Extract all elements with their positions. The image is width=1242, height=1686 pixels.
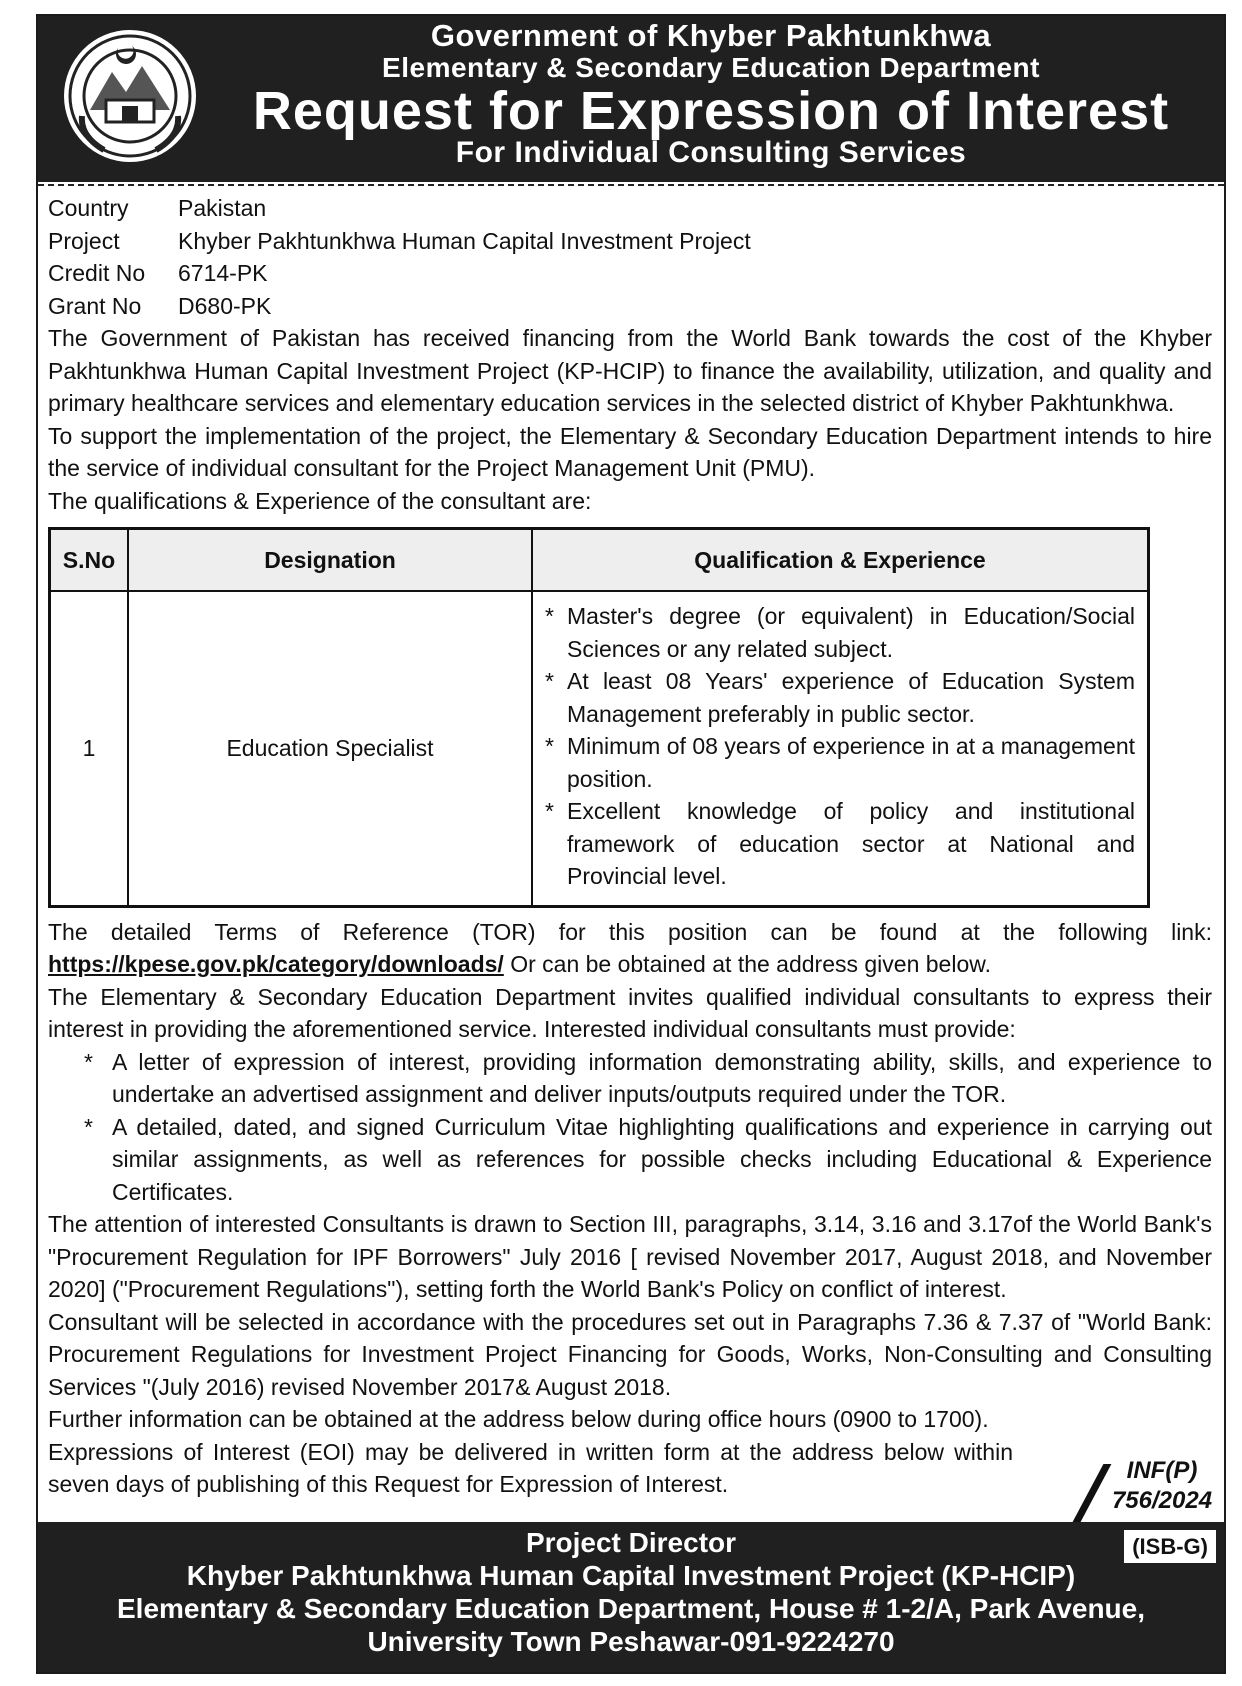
- footer-banner: [38, 1522, 1224, 1672]
- requirement-item: [48, 1046, 1212, 1111]
- table-row: [50, 591, 1149, 906]
- meta-value: D680-PK: [178, 292, 272, 319]
- bullet-star-icon: *: [84, 1113, 93, 1140]
- column-header-designation: Designation: [128, 529, 532, 592]
- footer-address: Elementary & Secondary Education Department, House # 1-2/A, Park Avenue,: [116, 1593, 1146, 1624]
- qualification-item: [545, 665, 1135, 730]
- footer-project: Khyber Pakhtunkhwa Human Capital Investment Project (KP-HCIP): [186, 1560, 1076, 1591]
- positions-table: [48, 527, 1150, 908]
- header-banner: [38, 16, 1224, 182]
- advertisement-body: [48, 192, 1212, 1501]
- qualification-text: At least 08 Years' experience of Education System Management preferably in public sector.: [567, 668, 1135, 727]
- bullet-star-icon: *: [545, 733, 554, 759]
- qualification-text: Master's degree (or equivalent) in Education/Social Sciences or any related subject.: [567, 603, 1135, 662]
- cell-designation: Education Specialist: [128, 591, 532, 906]
- invite-paragraph: The Elementary & Secondary Education Department invites qualified individual consultants to express their interest in providing the aforementioned service. Interested individual consultants must provide:: [48, 983, 1212, 1042]
- meta-country: [48, 192, 1212, 225]
- meta-grant: [48, 290, 1212, 323]
- bullet-star-icon: *: [545, 668, 554, 694]
- bullet-star-icon: *: [545, 798, 554, 824]
- inf-reference: [1102, 1456, 1222, 1516]
- column-header-qualification: Qualification & Experience: [532, 529, 1149, 592]
- tor-text: The detailed Terms of Reference (TOR) for this position can be found at the following link:: [48, 918, 1212, 945]
- meta-key: Credit No: [48, 260, 146, 286]
- requirement-text: A letter of expression of interest, providing information demonstrating ability, skills, and experience to undertake an advertised assignment and deliver inputs/outputs required under the TOR.: [112, 1048, 1212, 1107]
- meta-key: Project: [48, 227, 120, 254]
- tor-text-after: Or can be obtained at the address given below.: [503, 951, 991, 977]
- meta-value: 6714-PK: [178, 260, 268, 286]
- department-title: Elementary & Secondary Education Department: [382, 52, 1040, 83]
- intro-paragraph: The Government of Pakistan has received financing from the World Bank towards the cost of the Khyber Pakhtunkhwa Human Capital Investment Project (KP-HCIP) to finance the availability, utilization, and quality and primary healthcare services and elementary education services in the selected district of Khyber Pakhtunkhwa.: [48, 325, 1212, 416]
- office-hours-paragraph: Further information can be obtained at the address below during office hours (0900 to 1700).: [48, 1406, 989, 1432]
- meta-key: Grant No: [48, 292, 142, 319]
- requirement-item: [48, 1111, 1212, 1209]
- tor-paragraph: [48, 916, 1212, 981]
- table-header-row: [50, 529, 1149, 592]
- cell-qualifications: [532, 591, 1149, 906]
- attention-paragraph: The attention of interested Consultants is drawn to Section III, paragraphs, 3.14, 3.16 and 3.17of the World Bank's "Procurement Regulation for IPF Borrowers" July 2016 [ revised November 2017, August 2018, and November 2020] ("Procurement Regulations"), setting forth the World Bank's Policy on conflict of interest.: [48, 1211, 1212, 1302]
- meta-credit: [48, 257, 1212, 290]
- dashed-divider: [38, 184, 1224, 186]
- inf-line1: INF(P): [1126, 1457, 1198, 1484]
- meta-project: [48, 225, 1212, 258]
- qualifications-intro: The qualifications & Experience of the consultant are:: [48, 487, 592, 514]
- eoi-paragraph: Expressions of Interest (EOI) may be delivered in written form at the address below within seven days of publishing of this Request for Expression of Interest.: [48, 1438, 1013, 1497]
- inf-line2: 756/2024: [1111, 1487, 1213, 1514]
- meta-value: Khyber Pakhtunkhwa Human Capital Investment Project: [178, 227, 751, 254]
- bullet-star-icon: *: [84, 1048, 93, 1075]
- bullet-star-icon: *: [545, 603, 554, 629]
- cell-sno: 1: [50, 591, 129, 906]
- selection-paragraph: Consultant will be selected in accordance with the procedures set out in Paragraphs 7.36 & 7.37 of "World Bank: Procurement Regulations for Investment Project Financing for Goods, Works, Non-Consulting and Consulting Services "(July 2016) revised November 2017& August 2018.: [48, 1308, 1212, 1400]
- footer-title: Project Director: [525, 1527, 737, 1558]
- column-header-sno: S.No: [50, 529, 129, 592]
- meta-key: Country: [48, 195, 129, 221]
- support-paragraph: To support the implementation of the project, the Elementary & Secondary Education Department intends to hire the service of individual consultant for the Project Management Unit (PMU).: [48, 422, 1212, 481]
- government-title: Government of Khyber Pakhtunkhwa: [430, 18, 992, 53]
- qualification-item: [545, 600, 1135, 665]
- footer-city-phone: University Town Peshawar-091-9224270: [367, 1626, 895, 1657]
- qualification-text: Minimum of 08 years of experience in at a management position.: [567, 733, 1135, 792]
- qualification-item: [545, 795, 1135, 893]
- page-subtitle: For Individual Consulting Services: [455, 136, 967, 169]
- meta-value: Pakistan: [178, 195, 267, 221]
- tor-download-link[interactable]: https://kpese.gov.pk/category/downloads/: [48, 951, 504, 977]
- requirement-text: A detailed, dated, and signed Curriculum Vitae highlighting qualifications and experience in carrying out similar assignments, as well as references for possible checks including Educational & Experience Certificates.: [112, 1113, 1212, 1205]
- page-title: Request for Expression of Interest: [252, 81, 1170, 141]
- isb-tag: (ISB-G): [1124, 1530, 1216, 1563]
- government-seal-icon: [60, 26, 200, 166]
- qualification-item: [545, 730, 1135, 795]
- qualification-text: Excellent knowledge of policy and institutional framework of education sector at National and Provincial level.: [567, 798, 1135, 889]
- advertisement-frame: [36, 14, 1226, 1674]
